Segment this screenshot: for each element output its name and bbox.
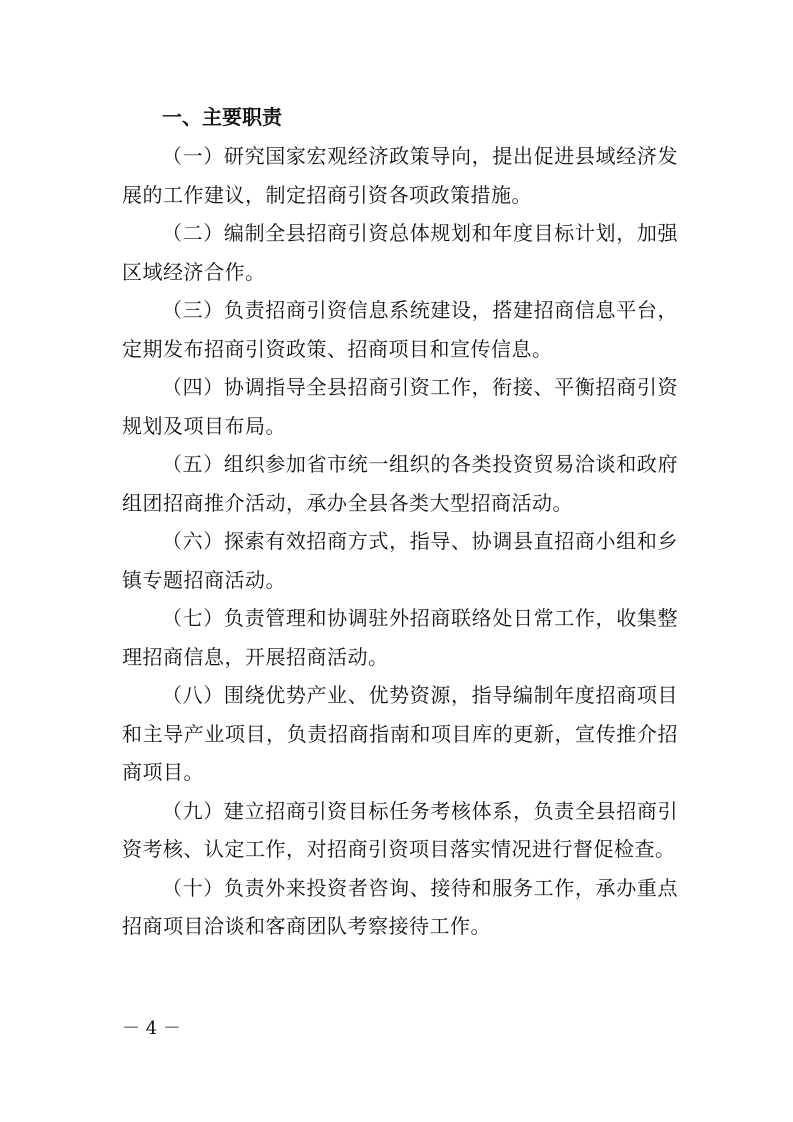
duty-item-1: （一）研究国家宏观经济政策导向，提出促进县域经济发展的工作建议，制定招商引资各项政策措施。 bbox=[122, 144, 678, 207]
duty-item-6: （六）探索有效招商方式，指导、协调县直招商小组和乡镇专题招商活动。 bbox=[122, 529, 678, 592]
duties-list bbox=[122, 137, 678, 946]
page-number: － 4 － bbox=[122, 1018, 181, 1039]
duty-item-5: （五）组织参加省市统一组织的各类投资贸易洽谈和政府组团招商推介活动，承办全县各类大型招商活动。 bbox=[122, 452, 678, 515]
duty-item-3: （三）负责招商引资信息系统建设，搭建招商信息平台，定期发布招商引资政策、招商项目和宣传信息。 bbox=[122, 298, 678, 361]
duty-item-2: （二）编制全县招商引资总体规划和年度目标计划，加强区域经济合作。 bbox=[122, 221, 678, 284]
duty-item-8: （八）围绕优势产业、优势资源，指导编制年度招商项目和主导产业项目，负责招商指南和项目库的更新，宣传推介招商项目。 bbox=[122, 683, 678, 784]
duty-item-4: （四）协调指导全县招商引资工作，衔接、平衡招商引资规划及项目布局。 bbox=[122, 375, 678, 438]
duty-item-9: （九）建立招商引资目标任务考核体系，负责全县招商引资考核、认定工作，对招商引资项目落实情况进行督促检查。 bbox=[122, 798, 678, 861]
duty-item-7: （七）负责管理和协调驻外招商联络处日常工作，收集整理招商信息，开展招商活动。 bbox=[122, 606, 678, 669]
section-heading: 一、主要职责 bbox=[162, 105, 282, 129]
duty-item-10: （十）负责外来投资者咨询、接待和服务工作，承办重点招商项目洽谈和客商团队考察接待工作。 bbox=[122, 875, 678, 938]
